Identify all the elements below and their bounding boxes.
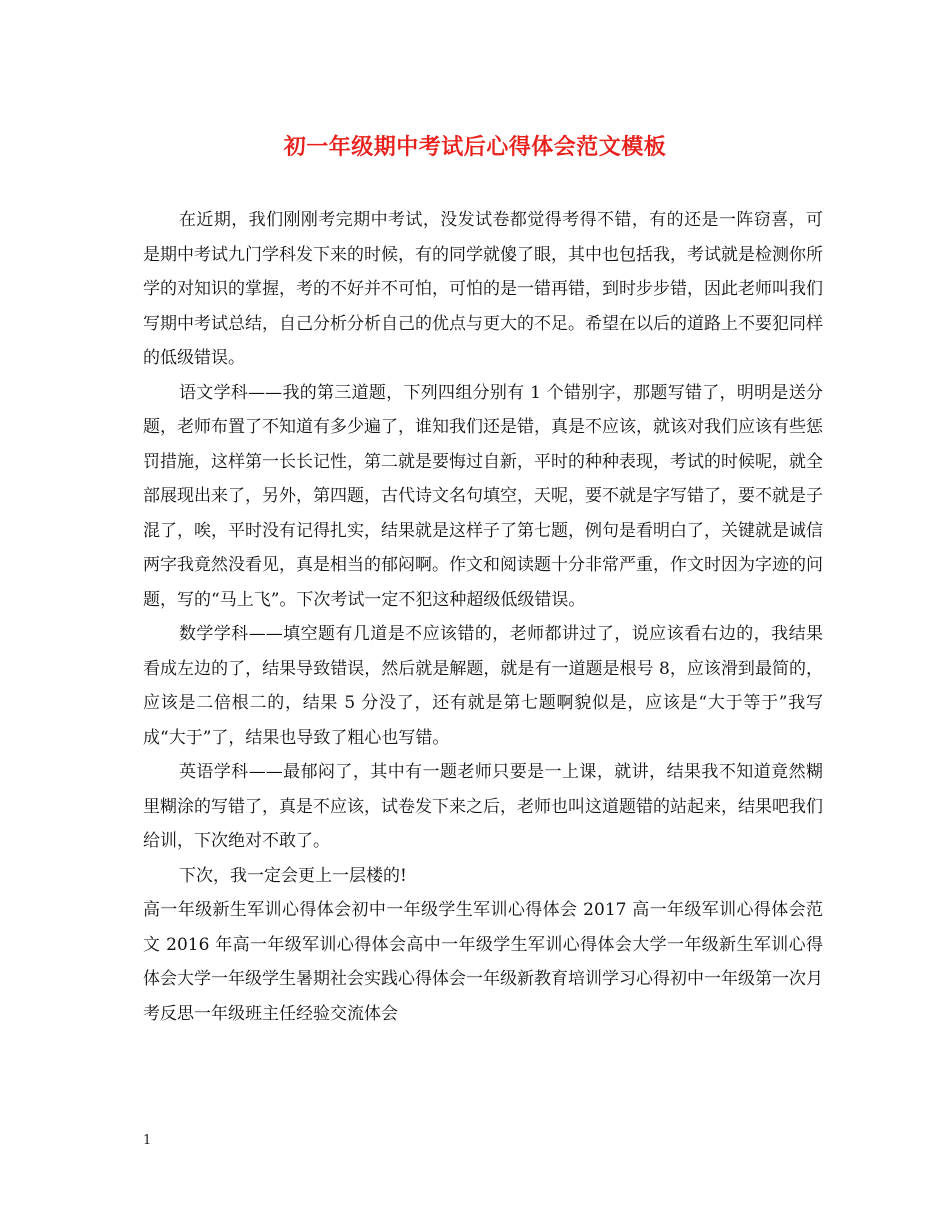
paragraph-conclusion: 下次，我一定会更上一层楼的! [179,865,407,886]
paragraph-intro: 在近期，我们刚刚考完期中考试，没发试卷都觉得考得不错，有的还是一阵窃喜，可是期中考试九门学科发下来的时候，有的同学就傻了眼，其中也包括我，考试就是检测你所学的对知识的掌握，考的不好并不可怕，可怕的是一错再错，到时步步错，因此老师叫我们写期中考试总结，自己分析分析自己的优点与更大的不足。希望在以后的道路上不要犯同样的低级错误。 [143,210,823,368]
paragraph-chinese-subject: 语文学科——我的第三道题，下列四组分别有 1 个错别字，那题写错了，明明是送分题，老师布置了不知道有多少遍了，谁知我们还是错，真是不应该，就该对我们应该有些惩罚措施，这样第一长长记性，第二就是要悔过自新，平时的种种表现，考试的时候呢，就全部展现出来了，另外，第四题，古代诗文名句填空，天呢，要不就是字写错了，要不就是子混了，唉，平时没有记得扎实，结果就是这样子了第七题，例句是看明白了，关键就是诚信两字我竟然没看见，真是相当的郁闷啊。作文和阅读题十分非常严重，作文时因为字迹的问题，写的“马上飞”。下次考试一定不犯这种超级低级错误。 [143,382,823,610]
page-number: 1 [143,1133,152,1148]
document-title: 初一年级期中考试后心得体会范文模板 [283,134,667,160]
paragraph-english-subject: 英语学科——最郁闷了，其中有一题老师只要是一上课，就讲，结果我不知道竟然糊里糊涂的写错了，真是不应该，试卷发下来之后，老师也叫这道题错的站起来，结果吧我们给训，下次绝对不敢了。 [143,762,823,851]
paragraph-math-subject: 数学学科——填空题有几道是不应该错的，老师都讲过了，说应该看右边的，我结果看成左边的了，结果导致错误，然后就是解题，就是有一道题是根号 8，应该滑到最简的，应该是二倍根二的，结果 5 分没了，还有就是第七题啊貌似是，应该是“大于等于”我写成“大于”了，结果也导致了粗心也写错。 [143,624,823,748]
document-body [143,203,823,1031]
related-articles-text: 高一年级新生军训心得体会初中一年级学生军训心得体会 2017 高一年级军训心得体会范文 2016 年高一年级军训心得体会高中一年级学生军训心得体会大学一年级新生军训心得体会大学一年级学生暑期社会实践心得体会一年级新教育培训学习心得初中一年级第一次月考反思一年级班主任经验交流体会 [143,900,823,1024]
